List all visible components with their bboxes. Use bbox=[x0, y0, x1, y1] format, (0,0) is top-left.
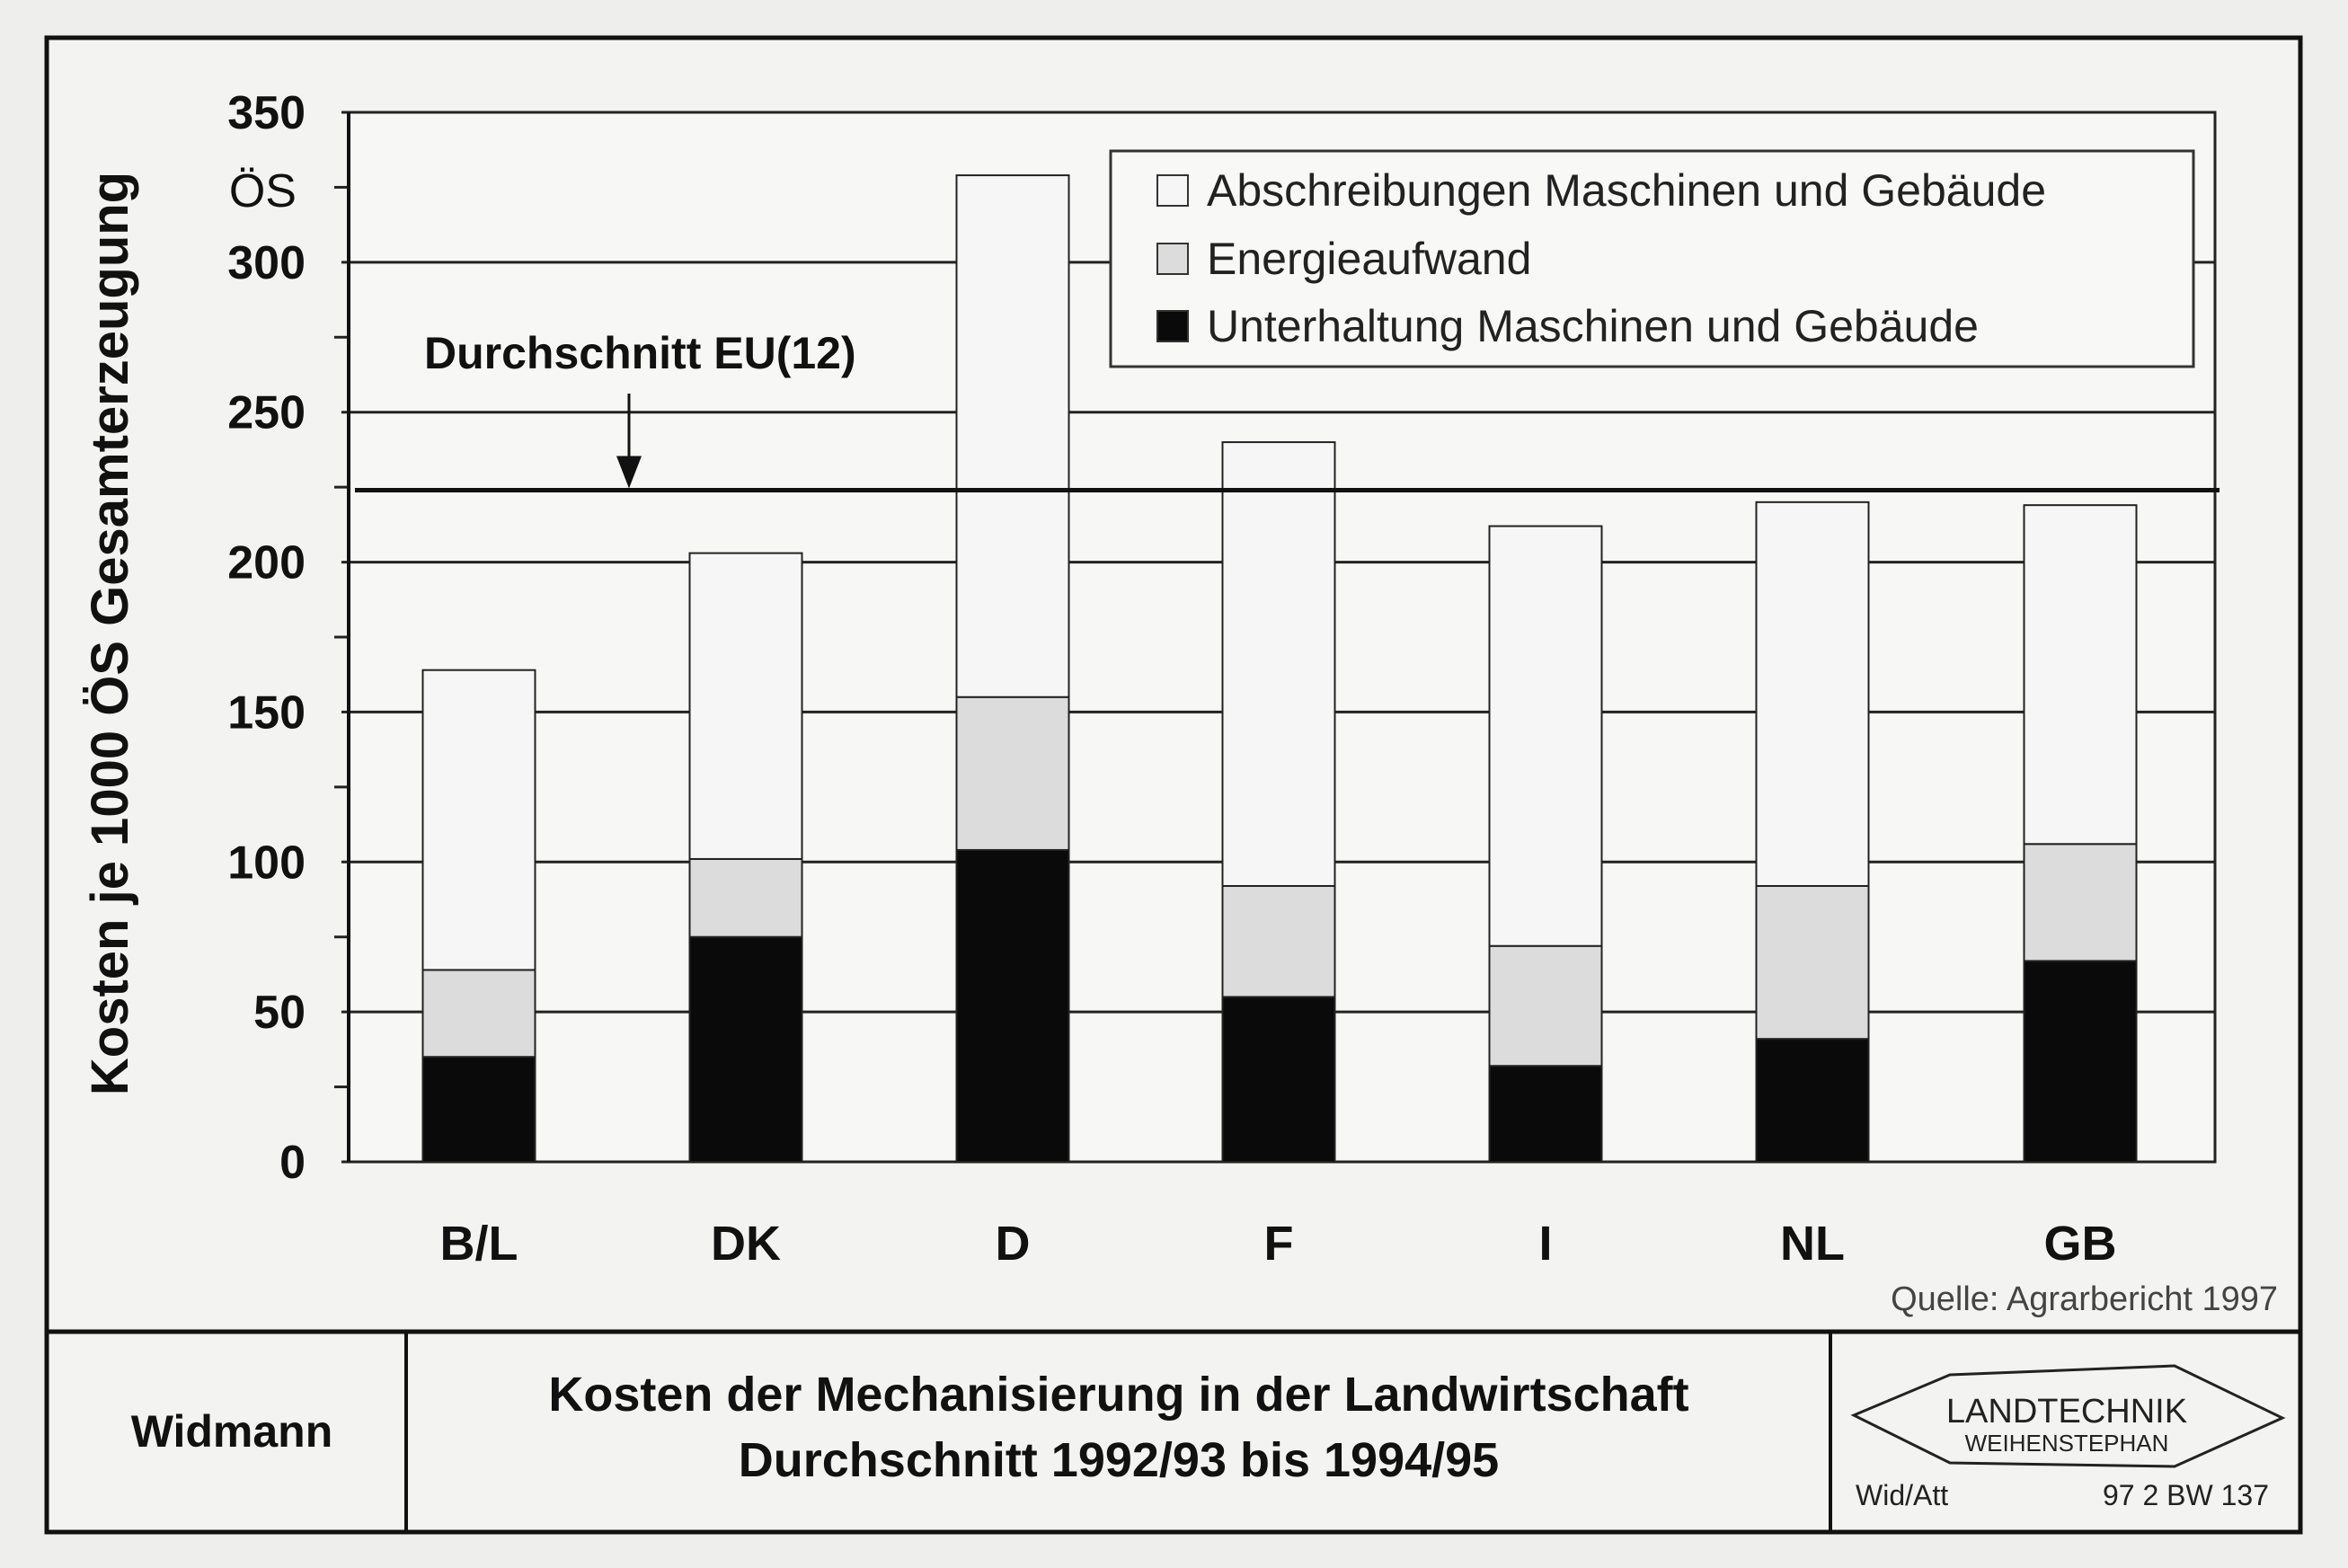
bar-d-series-0 bbox=[957, 850, 1069, 1162]
bar-gb-series-2 bbox=[2025, 505, 2137, 844]
legend-label-2: Unterhaltung Maschinen und Gebäude bbox=[1207, 301, 1979, 351]
y-tick-label-250: 250 bbox=[227, 386, 306, 439]
y-tick-label-100: 100 bbox=[227, 837, 306, 890]
y-tick-label-150: 150 bbox=[227, 687, 306, 740]
legend-swatch-2 bbox=[1157, 311, 1188, 341]
eu-average-label: Durchschnitt EU(12) bbox=[424, 328, 856, 378]
bar-i-series-2 bbox=[1490, 527, 1602, 946]
footer-title-line2: Durchschnitt 1992/93 bis 1994/95 bbox=[738, 1433, 1500, 1487]
bar-f-series-0 bbox=[1223, 997, 1335, 1162]
bar-nl-series-2 bbox=[1757, 502, 1869, 886]
y-tick-label-300: 300 bbox=[227, 236, 306, 289]
y-axis-title: Kosten je 1000 ÖS Gesamterzeugung bbox=[81, 171, 139, 1096]
bar-nl-series-0 bbox=[1757, 1039, 1869, 1162]
logo-line1: LANDTECHNIK bbox=[1945, 1393, 2188, 1431]
x-tick-label-dk: DK bbox=[711, 1217, 781, 1271]
footer-title-line1: Kosten der Mechanisierung in der Landwirtschaft bbox=[548, 1368, 1689, 1422]
legend bbox=[1111, 151, 2193, 367]
x-tick-label-bl: B/L bbox=[439, 1217, 518, 1271]
bar-d-series-2 bbox=[957, 175, 1069, 697]
logo-line2: WEIHENSTEPHAN bbox=[1964, 1430, 2169, 1457]
footer-ref-left: Wid/Att bbox=[1856, 1479, 1949, 1511]
x-tick-label-d: D bbox=[995, 1217, 1031, 1271]
bar-dk-series-0 bbox=[690, 937, 802, 1162]
bar-gb-series-0 bbox=[2025, 961, 2137, 1162]
bar-f-series-2 bbox=[1223, 442, 1335, 886]
x-tick-label-gb: GB bbox=[2043, 1217, 2117, 1271]
y-unit-label: ÖS bbox=[228, 165, 297, 217]
bar-bl-series-0 bbox=[423, 1057, 536, 1162]
bar-gb-series-1 bbox=[2025, 844, 2137, 961]
legend-swatch-1 bbox=[1157, 244, 1188, 274]
y-tick-label-350: 350 bbox=[227, 87, 306, 139]
bar-dk-series-1 bbox=[690, 859, 802, 937]
bar-bl-series-1 bbox=[423, 970, 536, 1057]
bar-d-series-1 bbox=[957, 697, 1069, 850]
bar-i-series-1 bbox=[1490, 946, 1602, 1066]
footer-author: Widmann bbox=[130, 1406, 333, 1457]
legend-label-0: Abschreibungen Maschinen und Gebäude bbox=[1207, 165, 2047, 216]
y-tick-label-200: 200 bbox=[227, 536, 306, 589]
source-note: Quelle: Agrarbericht 1997 bbox=[1891, 1280, 2278, 1318]
legend-swatch-0 bbox=[1157, 175, 1188, 206]
bar-i-series-0 bbox=[1490, 1066, 1602, 1162]
bar-bl-series-2 bbox=[423, 670, 536, 970]
y-tick-label-0: 0 bbox=[279, 1137, 306, 1189]
legend-label-1: Energieaufwand bbox=[1207, 234, 1532, 284]
bar-nl-series-1 bbox=[1757, 886, 1869, 1039]
x-tick-label-i: I bbox=[1538, 1217, 1553, 1271]
x-tick-label-nl: NL bbox=[1780, 1217, 1845, 1271]
bar-dk-series-2 bbox=[690, 554, 802, 859]
bar-f-series-1 bbox=[1223, 886, 1335, 997]
x-tick-label-f: F bbox=[1263, 1217, 1294, 1271]
footer-ref-right: 97 2 BW 137 bbox=[2103, 1479, 2269, 1511]
y-tick-label-50: 50 bbox=[253, 987, 306, 1040]
